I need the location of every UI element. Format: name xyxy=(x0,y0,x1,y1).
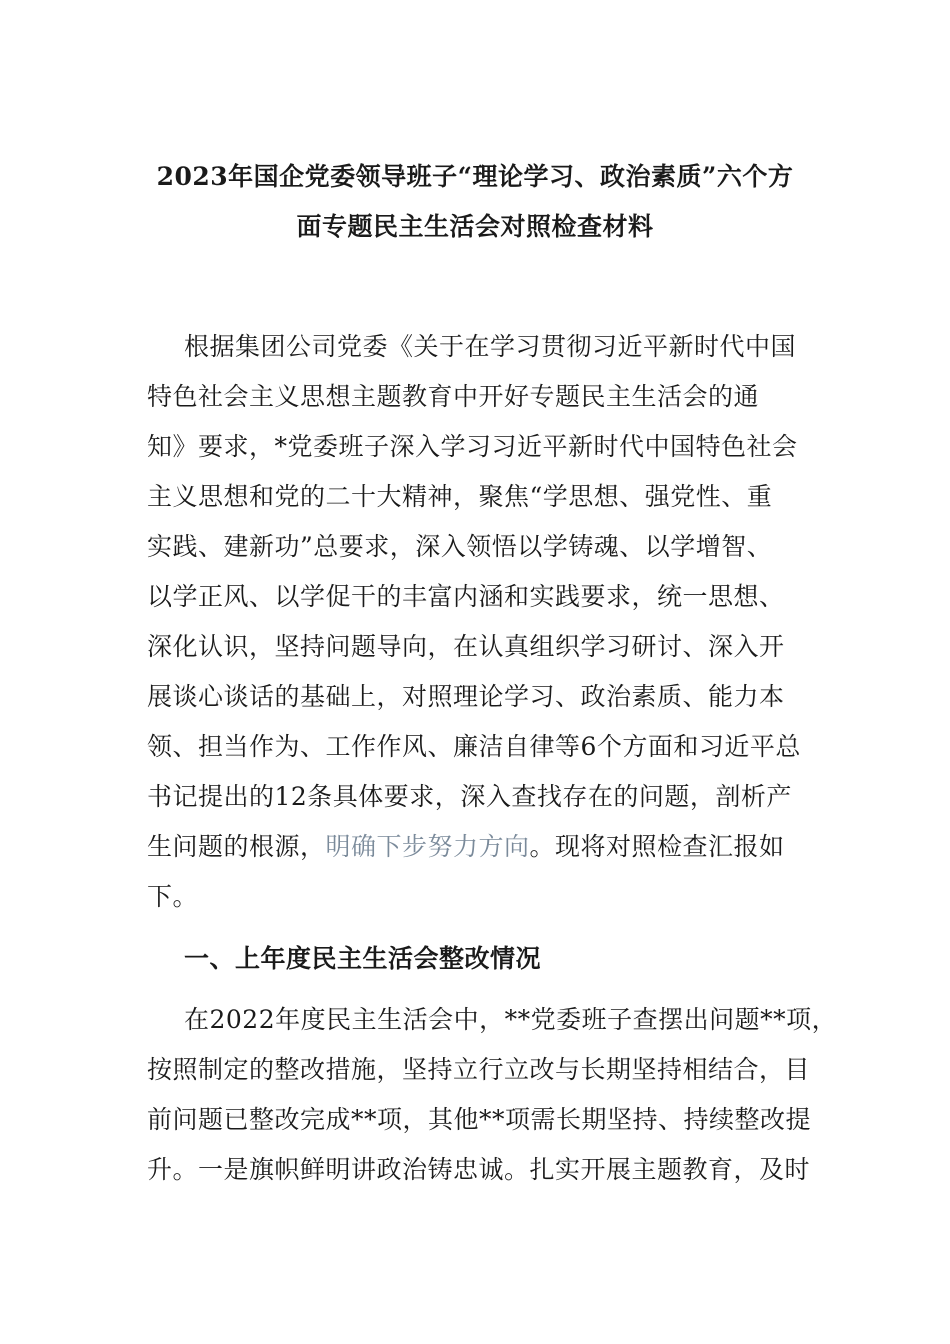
title-line-1: 2023年国企党委领导班子“理论学习、政治素质”六个方 xyxy=(156,162,794,191)
paragraph-line: 在2022年度民主生活会中，**党委班子查摆出问题**项， xyxy=(184,1005,838,1034)
document-title xyxy=(120,152,830,252)
paragraph-text-muted: 明确下步努力方向 xyxy=(325,832,530,861)
paragraph-line: 知》要求，*党委班子深入学习习近平新时代中国特色社会 xyxy=(147,432,798,461)
paragraph-line xyxy=(147,830,785,864)
paragraph-line: 根据集团公司党委《关于在学习贯彻习近平新时代中国 xyxy=(184,332,797,361)
paragraph-line: 书记提出的12条具体要求，深入查找存在的问题，剖析产 xyxy=(147,782,792,811)
paragraph-line: 展谈心谈话的基础上，对照理论学习、政治素质、能力本 xyxy=(147,682,785,711)
paragraph-line: 以学正风、以学促干的丰富内涵和实践要求，统一思想、 xyxy=(147,582,785,611)
paragraph-line: 特色社会主义思想主题教育中开好专题民主生活会的通 xyxy=(147,382,760,411)
paragraph-line: 升。一是旗帜鲜明讲政治铸忠诚。扎实开展主题教育，及时 xyxy=(147,1155,811,1184)
paragraph-line: 前问题已整改完成**项，其他**项需长期坚持、持续整改提 xyxy=(147,1105,812,1134)
paragraph-line: 深化认识，坚持问题导向，在认真组织学习研讨、深入开 xyxy=(147,632,785,661)
paragraph-text: 生问题的根源， xyxy=(147,832,326,861)
section-heading: 一、上年度民主生活会整改情况 xyxy=(184,944,542,973)
title-line-2: 面专题民主生活会对照检查材料 xyxy=(296,212,654,241)
paragraph-line: 主义思想和党的二十大精神，聚焦“学思想、强党性、重 xyxy=(147,482,773,511)
paragraph-line: 实践、建新功”总要求，深入领悟以学铸魂、以学增智、 xyxy=(147,532,773,561)
paragraph-text: 。现将对照检查汇报如 xyxy=(529,832,785,861)
paragraph-line: 下。 xyxy=(147,882,199,911)
paragraph-line: 按照制定的整改措施，坚持立行立改与长期坚持相结合，目 xyxy=(147,1055,811,1084)
paragraph-line: 领、担当作为、工作作风、廉洁自律等6个方面和习近平总 xyxy=(147,732,801,761)
